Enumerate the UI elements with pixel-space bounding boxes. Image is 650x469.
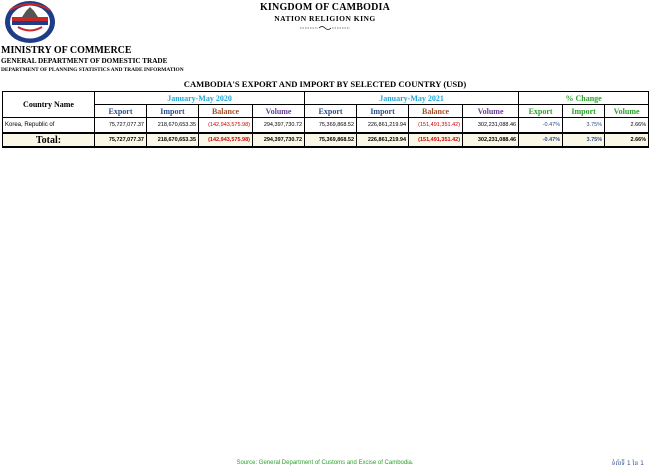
p2-volume-header: Volume (463, 105, 519, 118)
total-p1-volume: 294,397,730.72 (253, 133, 305, 147)
total-p2-export: 75,369,868.52 (305, 133, 357, 147)
pct-volume-cell: 2.66% (605, 118, 649, 134)
total-pct-export: -0.47% (519, 133, 563, 147)
total-p1-export: 75,727,077.37 (95, 133, 147, 147)
pct-import-cell: 3.75% (563, 118, 605, 134)
country-name-header: Country Name (3, 92, 95, 118)
p2-import-header: Import (357, 105, 409, 118)
p1-balance-header: Balance (199, 105, 253, 118)
total-p2-balance: (151,491,351.42) (409, 133, 463, 147)
p2-export-header: Export (305, 105, 357, 118)
table-row (3, 118, 649, 134)
country-cell: Korea, Republic of (3, 118, 95, 134)
p2-volume-cell: 302,231,088.46 (463, 118, 519, 134)
total-p1-import: 218,670,653.35 (147, 133, 199, 147)
p2-export-cell: 75,369,868.52 (305, 118, 357, 134)
p2-import-cell: 226,861,219.94 (357, 118, 409, 134)
p2-balance-header: Balance (409, 105, 463, 118)
pct-export-header: Export (519, 105, 563, 118)
total-p1-balance: (142,943,575.98) (199, 133, 253, 147)
total-label: Total: (3, 133, 95, 147)
page-number: ទំព័រទី 1 នៃ 1 (611, 460, 644, 467)
p1-export-header: Export (95, 105, 147, 118)
change-header: % Change (519, 92, 649, 105)
p1-import-cell: 218,670,653.35 (147, 118, 199, 134)
p1-volume-header: Volume (253, 105, 305, 118)
general-department-title: GENERAL DEPARTMENT OF DOMESTIC TRADE (1, 57, 168, 65)
total-row (3, 133, 649, 147)
motto-heading: NATION RELIGION KING (274, 14, 376, 23)
department-title: DEPARTMENT OF PLANNING STATISTICS AND TRADE INFORMATION (1, 67, 184, 73)
trade-table (2, 91, 649, 148)
period2-header: January-May 2021 (305, 92, 519, 105)
total-p2-import: 226,861,219.94 (357, 133, 409, 147)
pct-export-cell: -0.47% (519, 118, 563, 134)
p1-volume-cell: 294,397,730.72 (253, 118, 305, 134)
kingdom-heading: KINGDOM OF CAMBODIA (259, 2, 391, 13)
total-p2-volume: 302,231,088.46 (463, 133, 519, 147)
source-note: Source: General Department of Customs and Excise of Cambodia. (236, 460, 414, 466)
total-pct-volume: 2.66% (605, 133, 649, 147)
total-pct-import: 3.75% (563, 133, 605, 147)
p2-balance-cell: (151,491,351.42) (409, 118, 463, 134)
pct-import-header: Import (563, 105, 605, 118)
p1-export-cell: 75,727,077.37 (95, 118, 147, 134)
report-title: CAMBODIA'S EXPORT AND IMPORT BY SELECTED COUNTRY (USD) (183, 79, 467, 89)
period1-header: January-May 2020 (95, 92, 305, 105)
p1-balance-cell: (142,943,575.98) (199, 118, 253, 134)
group-header-row (3, 92, 649, 105)
pct-volume-header: Volume (605, 105, 649, 118)
sub-header-row (3, 105, 649, 118)
p1-import-header: Import (147, 105, 199, 118)
ornament-divider (300, 25, 350, 31)
ministry-title: MINISTRY OF COMMERCE (1, 45, 132, 56)
